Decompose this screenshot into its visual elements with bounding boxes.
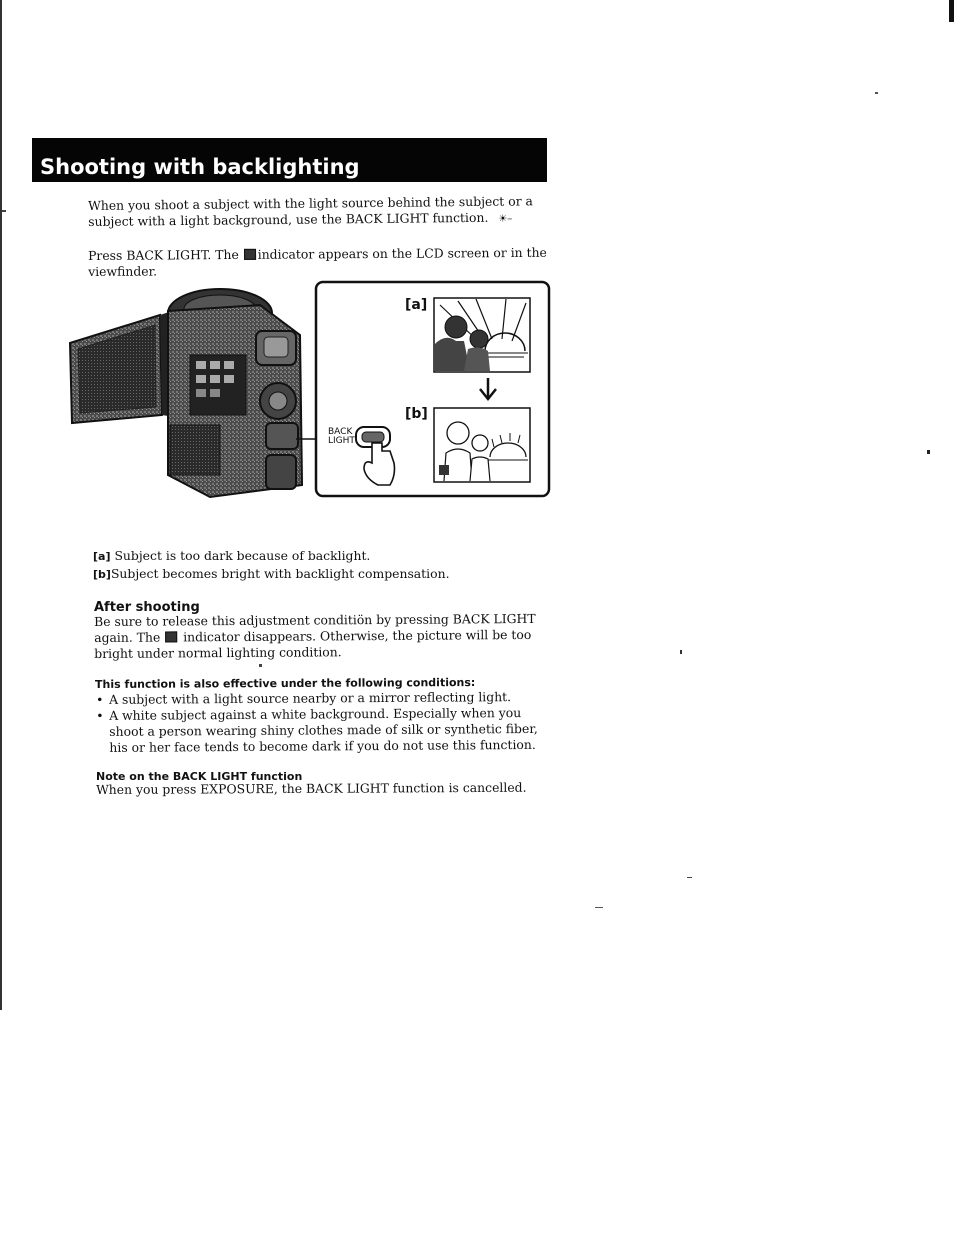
scene-b-drawing xyxy=(434,408,530,482)
backlight-indicator-icon xyxy=(165,631,177,642)
after-shooting-text-end: indicator disappears. Otherwise, the picture will be too bright under normal lighting condition. xyxy=(94,626,532,661)
after-shooting-heading: After shooting xyxy=(94,600,200,615)
scan-speck xyxy=(595,907,603,908)
intro-paragraph xyxy=(88,193,548,232)
caption-b-text: Subject becomes bright with backlight compensation. xyxy=(110,566,450,581)
page-edge-line xyxy=(0,0,2,1010)
illustration-svg xyxy=(60,275,555,505)
page-edge-mark xyxy=(949,0,954,22)
scan-speck xyxy=(2,210,6,212)
scan-speck xyxy=(259,664,262,667)
list-item: • A white subject against a white background. Especially when you shoot a person wearing shiny clothes made of silk or synthetic fiber, his or her face tends to become dark if you do not use this function. xyxy=(95,705,555,756)
scene-b-indicator xyxy=(439,465,449,475)
caption-a-text: Subject is too dark because of backlight. xyxy=(114,548,371,563)
back-light-button-label xyxy=(328,428,355,446)
figure-label-b: [b] xyxy=(405,406,428,422)
camcorder-drawing xyxy=(70,289,325,497)
note-heading: Note on the BACK LIGHT function xyxy=(96,770,303,783)
scene-a-drawing xyxy=(434,298,530,372)
scan-speck xyxy=(687,877,692,878)
caption-b-tag: [b] xyxy=(93,568,111,581)
button-label-line1: BACK xyxy=(328,427,353,437)
backlight-indicator-icon xyxy=(244,249,256,260)
caption-a xyxy=(93,548,513,565)
figure-label-a: [a] xyxy=(405,297,428,313)
press-text-end: indicator appears on the LCD screen or in the viewfinder. xyxy=(88,244,547,279)
intro-text: When you shoot a subject with the light source behind the subject or a subject with a light background, use the BACK LIGHT function. xyxy=(88,193,533,229)
note-text: When you press EXPOSURE, the BACK LIGHT function is cancelled. xyxy=(96,779,527,797)
button-label-line2: LIGHT xyxy=(328,436,355,446)
backlight-symbol-icon: ☀– xyxy=(498,213,513,225)
scan-speck xyxy=(927,450,930,454)
conditions-list xyxy=(95,689,555,756)
backlight-illustration xyxy=(60,275,555,505)
after-shooting-text-start: Be sure to release this adjustment conditiön by pressing BACK LIGHT again. The xyxy=(94,610,536,645)
scan-speck xyxy=(875,92,878,94)
press-text-start: Press BACK LIGHT. The xyxy=(88,246,239,263)
caption-a-tag: [a] xyxy=(93,550,111,563)
page-title: Shooting with backlighting xyxy=(32,138,547,182)
scan-speck xyxy=(680,650,682,654)
conditions-heading: This function is also effective under the following conditions: xyxy=(95,676,476,691)
after-shooting-paragraph xyxy=(94,611,544,662)
caption-b xyxy=(93,566,513,583)
list-item: • A subject with a light source nearby or a mirror reflecting light. xyxy=(95,689,555,708)
